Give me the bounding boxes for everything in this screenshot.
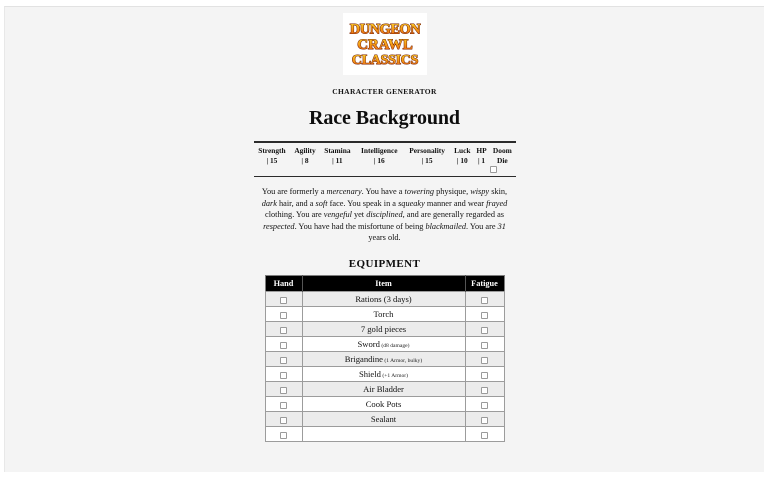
- item-name: Air Bladder: [363, 383, 404, 394]
- table-row: [265, 396, 504, 411]
- dcc-logo: [343, 13, 427, 75]
- fatigue-cell: [465, 381, 504, 396]
- desc-text: clothing. You are: [265, 210, 324, 220]
- stat-value: | 15: [421, 156, 433, 165]
- hand-cell: [265, 291, 302, 306]
- fatigue-cell: [465, 321, 504, 336]
- desc-text: hair, and a: [276, 198, 316, 208]
- page-title: Race Background: [309, 107, 460, 129]
- item-cell: [302, 351, 465, 366]
- item-note: (d8 damage): [379, 342, 410, 349]
- fatigue-checkbox[interactable]: [481, 357, 488, 364]
- item-cell: [302, 321, 465, 336]
- equipment-header-row: [265, 275, 504, 291]
- fatigue-checkbox[interactable]: [481, 402, 488, 409]
- stat-agility: [290, 146, 319, 173]
- hand-cell: [265, 351, 302, 366]
- hand-checkbox[interactable]: [280, 342, 287, 349]
- stats-block: [254, 141, 516, 177]
- stat-stamina: [320, 146, 355, 173]
- background-description: [254, 186, 516, 244]
- desc-text: You are formerly a: [261, 187, 327, 196]
- stat-label: Luck: [454, 146, 471, 155]
- hand-cell: [265, 411, 302, 426]
- desc-text: , and are generally regarded as: [402, 210, 504, 220]
- fatigue-checkbox[interactable]: [481, 312, 488, 319]
- item-name: Brigandine: [344, 353, 383, 364]
- item-cell: [302, 426, 465, 441]
- dungeon-crawl-classics-logo-icon: [346, 19, 424, 69]
- fatigue-cell: [465, 396, 504, 411]
- stat-label: HP: [476, 146, 487, 155]
- stat-strength: [254, 146, 291, 173]
- fatigue-checkbox[interactable]: [481, 327, 488, 334]
- desc-emphasis: mercenary: [326, 187, 362, 196]
- desc-emphasis: blackmailed: [425, 221, 467, 231]
- desc-text: face. You speak in a: [327, 198, 399, 208]
- table-row: [265, 291, 504, 306]
- item-cell: [302, 291, 465, 306]
- equipment-table: [265, 275, 505, 442]
- desc-emphasis: disciplined: [366, 210, 403, 220]
- desc-text: physique,: [434, 187, 471, 196]
- header-item: Item: [302, 275, 465, 291]
- table-row: [265, 336, 504, 351]
- desc-text: . You have had the misfortune of being: [294, 221, 426, 231]
- item-name: Torch: [373, 308, 394, 319]
- hand-checkbox[interactable]: [280, 312, 287, 319]
- hand-checkbox[interactable]: [280, 327, 287, 334]
- stats-row: [254, 146, 516, 173]
- app-subtitle: CHARACTER GENERATOR: [332, 87, 437, 96]
- item-name: Cook Pots: [365, 398, 402, 409]
- hand-cell: [265, 336, 302, 351]
- table-row: [265, 351, 504, 366]
- stat-personality: [403, 146, 450, 173]
- table-row: [265, 366, 504, 381]
- hand-cell: [265, 306, 302, 321]
- desc-emphasis: soft: [315, 198, 328, 208]
- stat-value: | 8: [301, 156, 309, 165]
- stat-label: Agility: [294, 146, 316, 155]
- stat-hp: [474, 146, 489, 173]
- page-canvas: [4, 6, 764, 472]
- fatigue-checkbox[interactable]: [481, 417, 488, 424]
- doom-die-label-line1: Doom: [492, 146, 512, 155]
- hand-cell: [265, 381, 302, 396]
- fatigue-cell: [465, 411, 504, 426]
- table-row: [265, 411, 504, 426]
- fatigue-checkbox[interactable]: [481, 432, 488, 439]
- fatigue-cell: [465, 306, 504, 321]
- fatigue-cell: [465, 426, 504, 441]
- header-fatigue: Fatigue: [465, 275, 504, 291]
- fatigue-cell: [465, 291, 504, 306]
- table-row: [265, 321, 504, 336]
- hand-checkbox[interactable]: [280, 417, 287, 424]
- hand-checkbox[interactable]: [280, 357, 287, 364]
- stat-label: Stamina: [324, 146, 351, 155]
- item-note: (1 Armor, bulky): [382, 357, 423, 364]
- item-cell: [302, 411, 465, 426]
- desc-emphasis: dark: [261, 198, 277, 208]
- hand-cell: [265, 396, 302, 411]
- stats-table: [254, 146, 516, 173]
- stat-intelligence: [355, 146, 403, 173]
- fatigue-cell: [465, 336, 504, 351]
- stat-label: Intelligence: [361, 146, 398, 155]
- hand-cell: [265, 321, 302, 336]
- character-sheet: [254, 7, 516, 442]
- table-row: [265, 426, 504, 441]
- desc-emphasis: squeaky: [398, 198, 425, 208]
- hand-checkbox[interactable]: [280, 432, 287, 439]
- fatigue-cell: [465, 351, 504, 366]
- svg-text:DUNGEON: DUNGEON: [349, 21, 420, 38]
- equipment-table-body: [265, 291, 504, 441]
- equipment-table-head: [265, 275, 504, 291]
- desc-emphasis: frayed: [486, 198, 508, 208]
- item-name: Sealant: [370, 413, 397, 424]
- item-cell: [302, 306, 465, 321]
- stat-value: | 10: [456, 156, 468, 165]
- item-cell: [302, 336, 465, 351]
- fatigue-checkbox[interactable]: [481, 297, 488, 304]
- item-note: (+1 Armor): [380, 372, 409, 379]
- item-name: Sword: [357, 338, 380, 349]
- hand-cell: [265, 366, 302, 381]
- stat-value: | 15: [266, 156, 278, 165]
- hand-checkbox[interactable]: [280, 372, 287, 379]
- desc-emphasis: vengeful: [323, 210, 352, 220]
- doom-die-checkbox[interactable]: [490, 166, 497, 173]
- table-row: [265, 381, 504, 396]
- desc-emphasis: towering: [404, 187, 435, 196]
- fatigue-checkbox[interactable]: [481, 372, 488, 379]
- desc-emphasis: 31: [497, 221, 506, 231]
- desc-emphasis: respected: [263, 221, 295, 231]
- stat-value: | 16: [373, 156, 385, 165]
- desc-text: manner and wear: [424, 198, 487, 208]
- stat-doom-die: [489, 146, 515, 173]
- desc-emphasis: wispy: [470, 187, 490, 196]
- hand-checkbox[interactable]: [280, 402, 287, 409]
- item-cell: [302, 396, 465, 411]
- desc-text: yet: [351, 210, 367, 220]
- desc-text: . You are: [466, 221, 498, 231]
- hand-cell: [265, 426, 302, 441]
- header-hand: Hand: [265, 275, 302, 291]
- fatigue-cell: [465, 366, 504, 381]
- stat-label: Personality: [409, 146, 445, 155]
- stat-value: | 1: [477, 156, 486, 165]
- desc-text: . You have a: [361, 187, 405, 196]
- desc-text: years old.: [368, 233, 401, 243]
- doom-die-label-line2: Die: [497, 156, 508, 165]
- desc-text: skin,: [489, 187, 508, 196]
- svg-text:CRAWL: CRAWL: [356, 36, 413, 53]
- item-name: Rations (3 days): [355, 293, 412, 304]
- hand-checkbox[interactable]: [280, 387, 287, 394]
- equipment-title: EQUIPMENT: [348, 257, 421, 270]
- item-name: Shield: [358, 368, 381, 379]
- hand-checkbox[interactable]: [280, 297, 287, 304]
- item-name: 7 gold pieces: [360, 323, 407, 334]
- fatigue-checkbox[interactable]: [481, 387, 488, 394]
- stat-luck: [451, 146, 474, 173]
- svg-text:CLASSICS: CLASSICS: [351, 53, 418, 69]
- stat-label: Strength: [258, 146, 286, 155]
- fatigue-checkbox[interactable]: [481, 342, 488, 349]
- table-row: [265, 306, 504, 321]
- item-cell: [302, 381, 465, 396]
- stat-value: | 11: [332, 156, 343, 165]
- item-cell: [302, 366, 465, 381]
